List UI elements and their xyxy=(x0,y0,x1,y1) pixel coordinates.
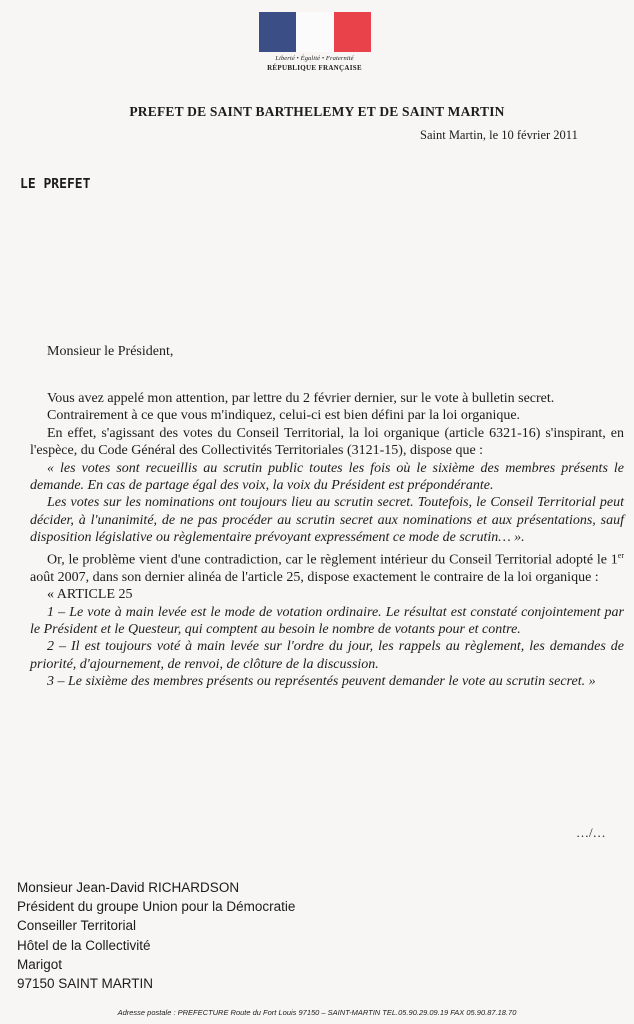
recipient-line-1: Monsieur Jean-David RICHARDSON xyxy=(17,880,240,895)
republic-name: RÉPUBLIQUE FRANÇAISE xyxy=(267,64,362,72)
footer-postal-address: Adresse postale : PREFECTURE Route du Fort Louis 97150 – SAINT-MARTIN TEL.05.90.29.09.19 FAX 05.90.87.18.70 xyxy=(117,1008,517,1017)
paragraph-4 xyxy=(30,547,624,586)
sender-label: LE PREFET xyxy=(20,177,91,192)
recipient-line-6: 97150 SAINT MARTIN xyxy=(17,976,154,992)
recipient-line-4: Hôtel de la Collectivité xyxy=(17,937,151,953)
paragraph-4-part-a: Or, le problème vient d'une contradiction, car le règlement intérieur du Conseil Territorial adopté le 1 xyxy=(47,552,618,568)
continued-marker: …/… xyxy=(576,825,606,840)
tricolor-flag-icon xyxy=(259,12,371,52)
recipient-address xyxy=(17,878,295,993)
letter-body xyxy=(30,390,624,691)
paragraph-1: Vous avez appelé mon attention, par lettre du 2 février dernier, sur le vote à bulletin secret. xyxy=(47,391,555,406)
letter-date: Saint Martin, le 10 février 2011 xyxy=(420,128,578,142)
recipient-line-3: Conseiller Territorial xyxy=(17,918,137,934)
prefecture-title: PREFET DE SAINT BARTHELEMY ET DE SAINT MARTIN xyxy=(129,104,505,119)
republic-logo xyxy=(257,12,372,72)
quote-2: Les votes sur les nominations ont toujours lieu au scrutin secret. Toutefois, le Conseil Territorial peut décider, à l'unanimité, de ne pas procéder au scrutin secret aux nominations et aux présentations, sauf disposition législative ou règlementaire prévoyant expressément ce mode de scrutin… ». xyxy=(30,495,624,546)
paragraph-3: En effet, s'agissant des votes du Conseil Territorial, la loi organique (article 6321-16) s'inspirant, en l'espèce, du Code Général des Collectivités Territoriales (3121-15), dispose que : xyxy=(30,425,624,459)
republic-motto: Liberté • Égalité • Fraternité xyxy=(275,55,354,62)
paragraph-4-superscript: er xyxy=(617,550,624,560)
flag-white-band xyxy=(296,12,333,52)
article-heading: « ARTICLE 25 xyxy=(47,587,133,603)
salutation: Monsieur le Président, xyxy=(47,344,174,359)
article-item-3: 3 – Le sixième des membres présents ou représentés peuvent demander le vote au scrutin secret. » xyxy=(47,674,596,690)
article-item-1: 1 – Le vote à main levée est le mode de votation ordinaire. Le résultat est constaté conjointement par le Président et le Questeur, qui comptent au besoin le nombre de votants pour et contre. xyxy=(30,604,624,637)
paragraph-4-part-b: août 2007, dans son dernier alinéa de l'article 25, dispose exactement le contraire de la loi organique : xyxy=(30,569,599,585)
paragraph-2: Contrairement à ce que vous m'indiquez, celui-ci est bien défini par la loi organique. xyxy=(47,408,521,424)
recipient-line-5: Marigot xyxy=(17,956,63,972)
flag-red-band xyxy=(334,12,371,52)
recipient-line-2: Président du groupe Union pour la Démocratie xyxy=(17,899,296,915)
flag-blue-band xyxy=(259,12,296,52)
quote-1: « les votes sont recueillis au scrutin public toutes les fois où le sixième des membres présents le demande. En cas de partage égal des voix, la voix du Président est prépondérante. xyxy=(30,460,624,494)
article-item-2: 2 – Il est toujours voté à main levée sur l'ordre du jour, les rappels au règlement, les demandes de priorité, d'ajournement, de renvoi, de clôture de la discussion. xyxy=(30,639,624,672)
